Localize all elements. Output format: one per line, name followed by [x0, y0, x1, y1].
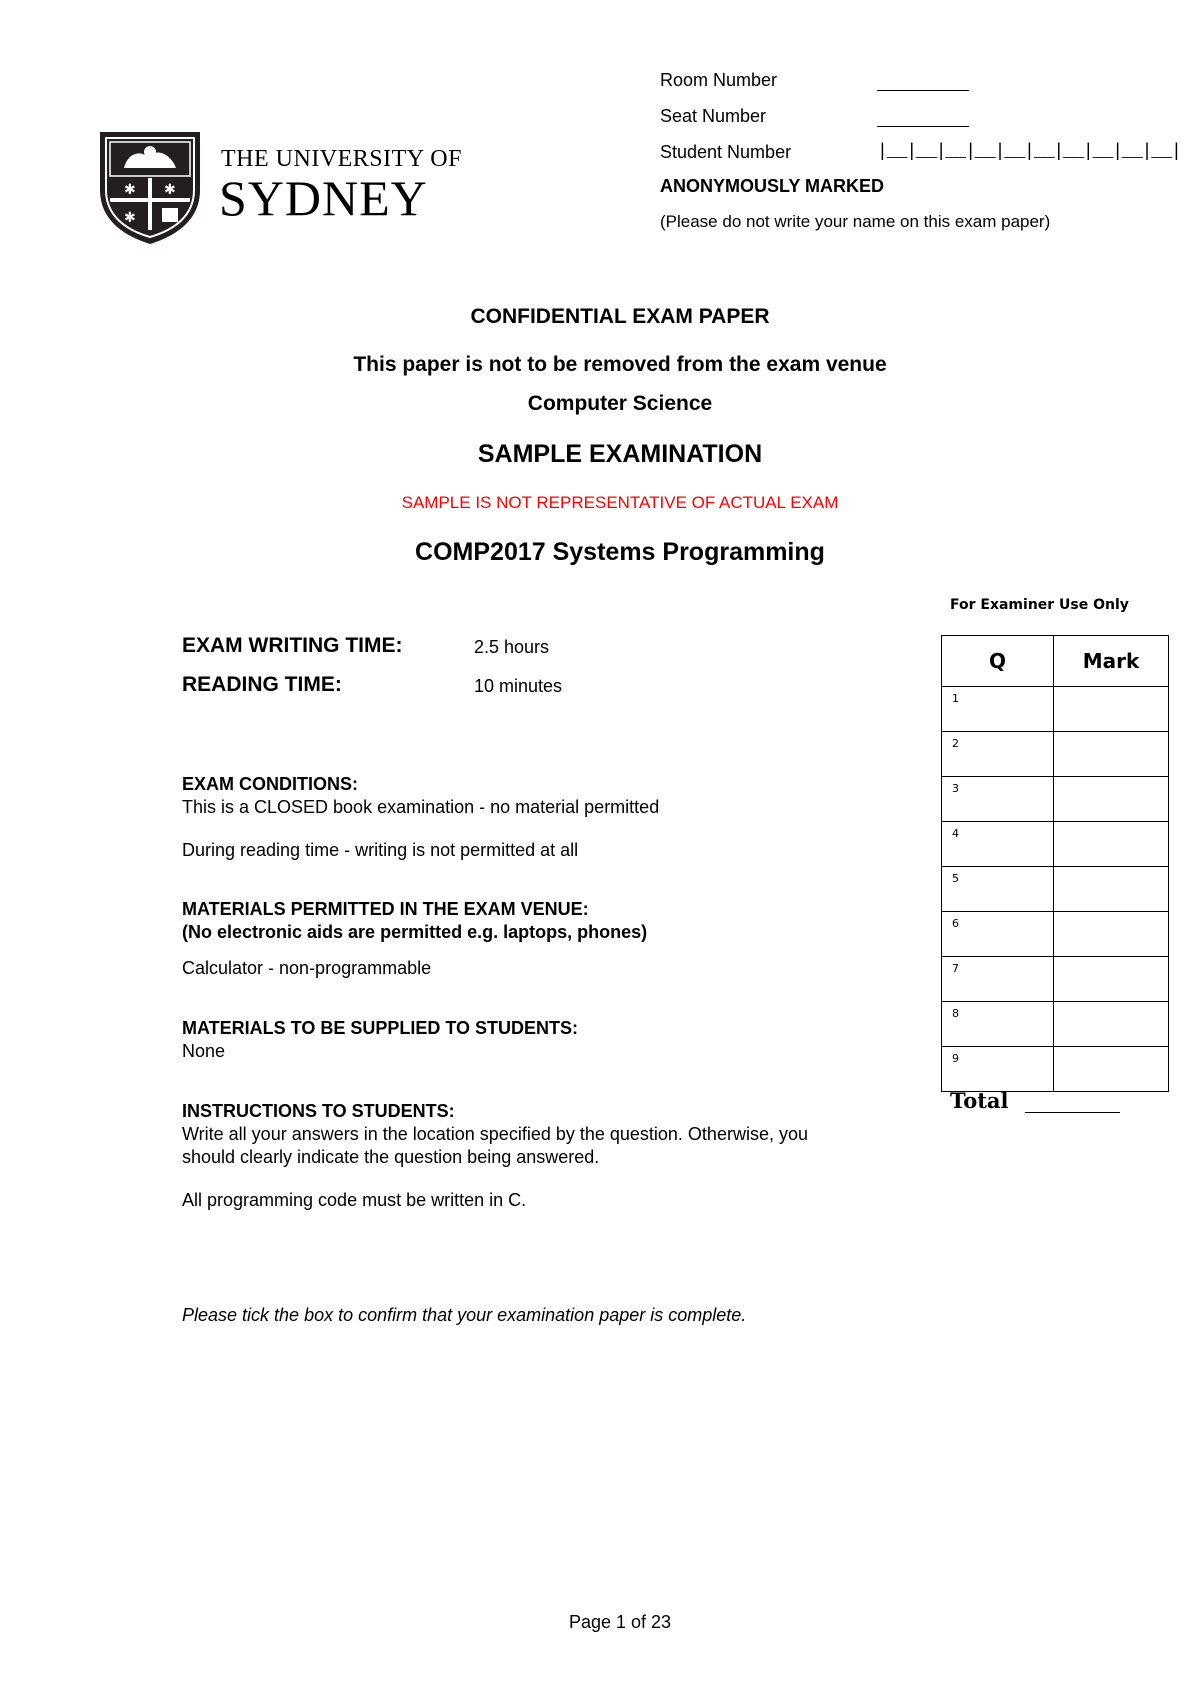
course-title: COMP2017 Systems Programming — [415, 538, 825, 566]
student-number-boxes[interactable]: |__|__|__|__|__|__|__|__|__|__| — [877, 142, 1181, 162]
svg-text:✱: ✱ — [124, 210, 136, 226]
table-row — [942, 732, 1169, 777]
question-number: 9 — [942, 1047, 1054, 1092]
materials-permitted-heading: MATERIALS PERMITTED IN THE EXAM VENUE: — [182, 899, 589, 919]
student-number-label: Student Number — [660, 142, 792, 162]
department: Computer Science — [527, 392, 713, 415]
conditions-heading: EXAM CONDITIONS: — [182, 774, 359, 794]
conditions-line2: During reading time - writing is not permitted at all — [182, 840, 579, 860]
mark-cell[interactable] — [1054, 1047, 1169, 1092]
confirm-note: Please tick the box to confirm that your examination paper is complete. — [182, 1305, 747, 1325]
page-number: Page 1 of 23 — [568, 1612, 672, 1632]
table-row — [942, 1002, 1169, 1047]
question-number: 6 — [942, 912, 1054, 957]
mark-cell[interactable] — [1054, 777, 1169, 822]
question-number: 7 — [942, 957, 1054, 1002]
room-number-label: Room Number — [660, 70, 778, 90]
question-number: 5 — [942, 867, 1054, 912]
conditions-line1: This is a CLOSED book examination - no material permitted — [182, 797, 660, 817]
table-row — [942, 957, 1169, 1002]
col-mark-header: Mark — [1054, 636, 1169, 687]
question-number: 3 — [942, 777, 1054, 822]
materials-supplied-item: None — [182, 1041, 226, 1061]
mark-cell[interactable] — [1054, 732, 1169, 777]
table-row — [942, 867, 1169, 912]
reading-time-value: 10 minutes — [474, 676, 563, 696]
seat-number-field[interactable] — [877, 126, 969, 127]
mark-cell[interactable] — [1054, 687, 1169, 732]
writing-time-label: EXAM WRITING TIME: — [182, 634, 403, 657]
reading-time-label: READING TIME: — [182, 673, 342, 696]
mark-cell[interactable] — [1054, 957, 1169, 1002]
examiner-mark-table — [941, 635, 1169, 1092]
table-row — [942, 1047, 1169, 1092]
total-field[interactable] — [1025, 1112, 1120, 1113]
instructions-line2: should clearly indicate the question being answered. — [182, 1147, 600, 1167]
mark-cell[interactable] — [1054, 1002, 1169, 1047]
col-q-header: Q — [942, 636, 1054, 687]
table-row — [942, 822, 1169, 867]
total-label: Total — [950, 1088, 1009, 1113]
instructions-line1: Write all your answers in the location specified by the question. Otherwise, you — [182, 1124, 808, 1144]
exam-type: SAMPLE EXAMINATION — [477, 440, 763, 468]
logo-text-line1: THE UNIVERSITY OF — [221, 146, 462, 172]
writing-time-value: 2.5 hours — [474, 637, 550, 657]
mark-cell[interactable] — [1054, 822, 1169, 867]
question-number: 2 — [942, 732, 1054, 777]
table-header-row — [942, 636, 1169, 687]
materials-supplied-heading: MATERIALS TO BE SUPPLIED TO STUDENTS: — [182, 1018, 579, 1038]
examiner-caption: For Examiner Use Only — [950, 597, 1129, 613]
logo-text-line2: SYDNEY — [219, 170, 428, 226]
materials-permitted-item: Calculator - non-programmable — [182, 958, 432, 978]
not-representative-warning: SAMPLE IS NOT REPRESENTATIVE OF ACTUAL EXAM — [401, 493, 839, 512]
instructions-line3: All programming code must be written in C. — [182, 1190, 527, 1210]
table-row — [942, 687, 1169, 732]
table-row — [942, 777, 1169, 822]
question-number: 8 — [942, 1002, 1054, 1047]
anonymous-note: (Please do not write your name on this exam paper) — [660, 212, 1051, 231]
instructions-heading: INSTRUCTIONS TO STUDENTS: — [182, 1101, 455, 1121]
not-removed-notice: This paper is not to be removed from the exam venue — [353, 353, 887, 376]
materials-permitted-subheading: (No electronic aids are permitted e.g. laptops, phones) — [182, 922, 648, 942]
svg-text:✱: ✱ — [124, 182, 136, 198]
mark-cell[interactable] — [1054, 867, 1169, 912]
confidential-heading: CONFIDENTIAL EXAM PAPER — [470, 305, 770, 328]
university-logo — [96, 128, 462, 248]
svg-text:✱: ✱ — [164, 182, 176, 198]
question-number: 1 — [942, 687, 1054, 732]
university-crest-icon — [96, 128, 204, 246]
question-number: 4 — [942, 822, 1054, 867]
room-number-field[interactable] — [877, 90, 969, 91]
mark-cell[interactable] — [1054, 912, 1169, 957]
table-row — [942, 912, 1169, 957]
seat-number-label: Seat Number — [660, 106, 767, 126]
anonymously-marked: ANONYMOUSLY MARKED — [660, 176, 885, 196]
